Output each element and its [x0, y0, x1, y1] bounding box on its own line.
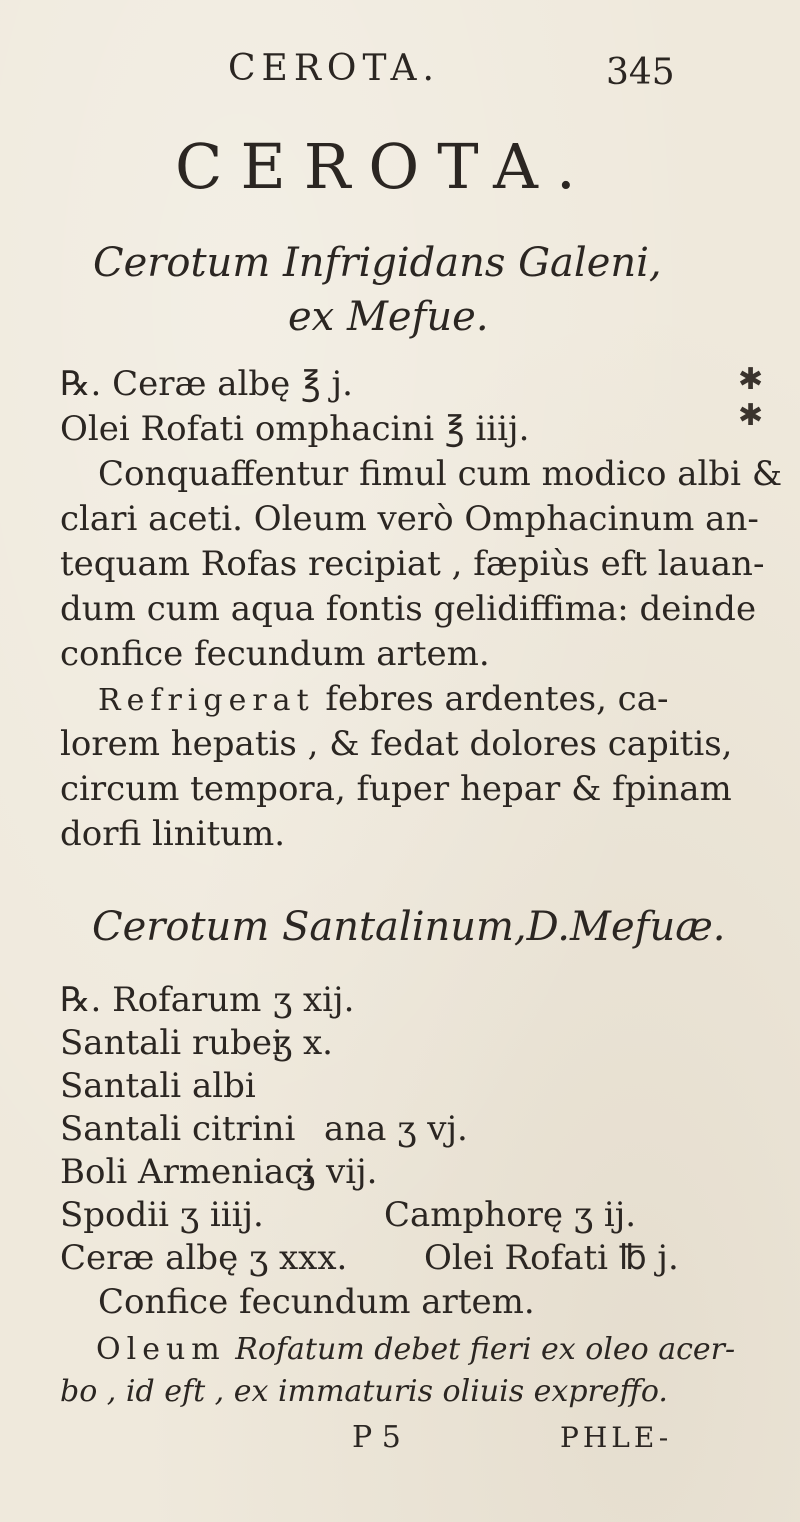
recipe1-title-line1: Cerotum Infrigidans Galeni, — [93, 240, 662, 286]
catchword: PHLE- — [560, 1421, 673, 1454]
recipe2-note-line: bo , id eft , ex immaturis oliuis expreffo. — [60, 1374, 668, 1409]
recipe2-ingredient-name: ℞. Rofarum — [60, 980, 262, 1020]
recipe1-ingredient: ℞. Ceræ albę ℥ j. — [60, 364, 353, 404]
note-lead: Oleum — [96, 1332, 226, 1367]
recipe2-ingredient-name: Ceræ albę ʒ xxx. — [60, 1238, 348, 1278]
recipe1-paragraph-line: Conquaffentur fimul cum modico albi & — [98, 454, 783, 494]
recipe2-ingredient-name: Santali albi — [60, 1066, 256, 1106]
recipe1-title-line2: ex Mefue. — [288, 294, 489, 340]
recipe2-note-line — [96, 1326, 735, 1372]
recipe2-ingredient-qty: Olei Rofati ℔ j. — [424, 1238, 679, 1278]
recipe2-ingredient-name: Santali citrini — [60, 1109, 296, 1149]
margin-asterisk-icon: ✱ — [738, 398, 764, 433]
recipe2-ingredient-name: Spodii ʒ iiij. — [60, 1195, 264, 1235]
recipe1-virtue-line: circum tempora, fuper hepar & fpinam — [60, 769, 732, 809]
section-title: CEROTA. — [175, 130, 594, 203]
recipe1-paragraph-line: tequam Rofas recipiat , fæpiùs eft lauan- — [60, 544, 765, 584]
recipe2-ingredient-qty: Camphorę ʒ ij. — [384, 1195, 637, 1235]
virtue-text: febres ardentes, ca- — [314, 679, 669, 719]
virtue-lead: Refrigerat — [98, 683, 315, 718]
recipe1-paragraph-line: dum cum aqua fontis gelidiffima: deinde — [60, 589, 757, 629]
recipe2-ingredient-qty: ana ʒ vj. — [324, 1109, 468, 1149]
running-head: CEROTA. — [228, 48, 440, 89]
recipe1-virtue-line: dorfi linitum. — [60, 814, 286, 854]
recipe2-ingredient-qty: ʒ xij. — [273, 980, 355, 1020]
note-text: Rofatum debet fieri ex oleo acer- — [225, 1332, 736, 1367]
recipe1-ingredient: Olei Rofati omphacini ℥ iiij. — [60, 409, 530, 449]
recipe1-virtue-line: lorem hepatis , & fedat dolores capitis, — [60, 724, 733, 764]
recipe2-ingredient-qty: ʒ x. — [273, 1023, 333, 1063]
margin-asterisk-icon: ✱ — [738, 362, 764, 397]
recipe1-paragraph-line: confice fecundum artem. — [60, 634, 490, 674]
recipe1-paragraph-line: clari aceti. Oleum verò Omphacinum an- — [60, 499, 759, 539]
recipe2-ingredient-name: Boli Armeniaci — [60, 1152, 315, 1192]
recipe2-ingredient-qty: ʒ vij. — [296, 1152, 378, 1192]
page-number: 345 — [606, 52, 675, 93]
recipe2-closing: Confice fecundum artem. — [98, 1282, 535, 1322]
recipe1-virtue-line — [98, 677, 669, 723]
recipe2-title: Cerotum Santalinum,D.Mefuæ. — [92, 904, 726, 950]
signature-mark: P 5 — [352, 1420, 401, 1455]
recipe2-ingredient-name: Santali rubei — [60, 1023, 283, 1063]
